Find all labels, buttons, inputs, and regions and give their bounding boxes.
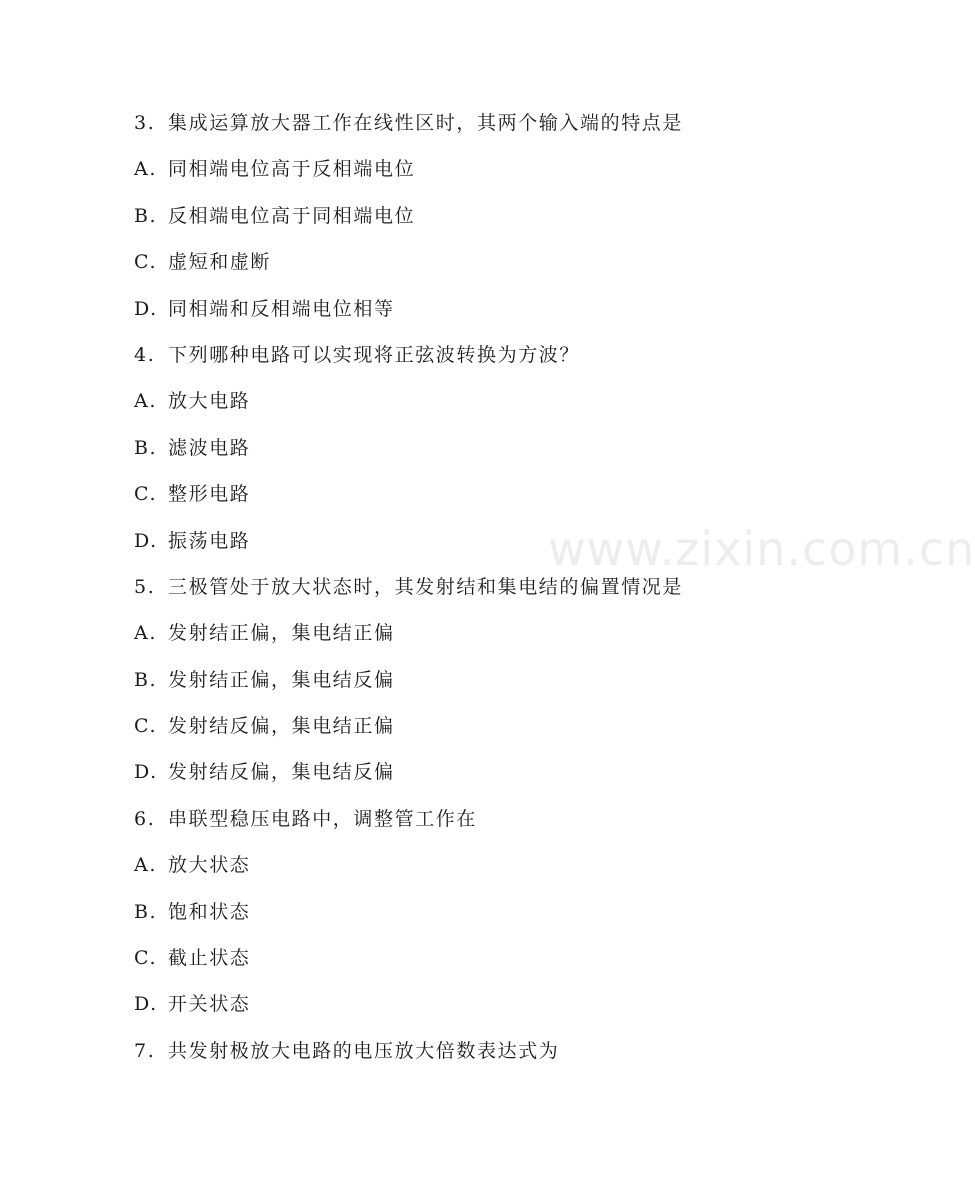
line-text: 三极管处于放大状态时，其发射结和集电结的偏置情况是 (168, 575, 684, 598)
line-label: D. (134, 529, 158, 552)
question-6-option-d (134, 984, 854, 1030)
line-text: 发射结反偏，集电结正偏 (168, 715, 395, 738)
line-label: 3. (134, 112, 156, 134)
line-text: 虚短和虚断 (168, 251, 272, 274)
line-label: C. (134, 715, 158, 738)
question-5-option-b (134, 660, 854, 706)
question-3-option-d (134, 289, 854, 335)
line-label: C. (134, 251, 158, 274)
line-label: 5. (134, 575, 156, 598)
line-label: D. (134, 993, 158, 1016)
line-text: 下列哪种电路可以实现将正弦波转换为方波？ (168, 343, 581, 366)
line-label: A. (134, 622, 157, 645)
line-text: 发射结正偏，集电结正偏 (168, 622, 395, 645)
line-text: 同相端和反相端电位相等 (168, 297, 395, 320)
line-label: C. (134, 483, 158, 506)
question-6-option-c (134, 938, 854, 984)
line-text: 整形电路 (168, 483, 251, 506)
question-list (134, 103, 854, 1077)
line-label: D. (134, 297, 158, 320)
question-5-option-c (134, 706, 854, 752)
line-text: 发射结正偏，集电结反偏 (168, 668, 395, 691)
watermark: www.zixin.com.cn (548, 522, 975, 576)
question-3-stem (134, 103, 854, 149)
question-4-option-a (134, 381, 854, 427)
line-label: B. (134, 668, 158, 691)
line-text: 振荡电路 (168, 529, 251, 552)
question-3-option-c (134, 242, 854, 288)
line-label: 4. (134, 343, 156, 366)
question-6-option-a (134, 845, 854, 891)
line-text: 集成运算放大器工作在线性区时，其两个输入端的特点是 (168, 112, 684, 134)
line-text: 发射结反偏，集电结反偏 (168, 761, 395, 784)
line-label: B. (134, 204, 158, 227)
line-text: 共发射极放大电路的电压放大倍数表达式为 (168, 1039, 560, 1062)
line-label: 7. (134, 1039, 156, 1062)
question-3-option-a (134, 149, 854, 195)
question-4-option-c (134, 474, 854, 520)
line-text: 饱和状态 (168, 900, 251, 923)
line-label: D. (134, 761, 158, 784)
line-text: 放大状态 (168, 854, 251, 877)
line-text: 滤波电路 (168, 436, 251, 459)
question-5-option-d (134, 752, 854, 798)
question-3-option-b (134, 196, 854, 242)
line-label: B. (134, 436, 158, 459)
line-label: 6. (134, 807, 156, 830)
line-text: 同相端电位高于反相端电位 (168, 158, 416, 181)
line-label: B. (134, 900, 158, 923)
question-6-option-b (134, 892, 854, 938)
question-7-stem (134, 1031, 854, 1077)
question-5-stem (134, 567, 854, 613)
line-text: 串联型稳压电路中，调整管工作在 (168, 807, 478, 830)
line-label: A. (134, 158, 157, 181)
line-label: A. (134, 390, 157, 413)
line-text: 截止状态 (168, 947, 251, 970)
line-text: 开关状态 (168, 993, 251, 1016)
question-6-stem (134, 799, 854, 845)
question-4-option-b (134, 428, 854, 474)
line-label: C. (134, 947, 158, 970)
question-4-option-d (134, 521, 854, 567)
line-text: 放大电路 (168, 390, 251, 413)
line-label: A. (134, 854, 157, 877)
line-text: 反相端电位高于同相端电位 (168, 204, 416, 227)
question-4-stem (134, 335, 854, 381)
question-5-option-a (134, 613, 854, 659)
